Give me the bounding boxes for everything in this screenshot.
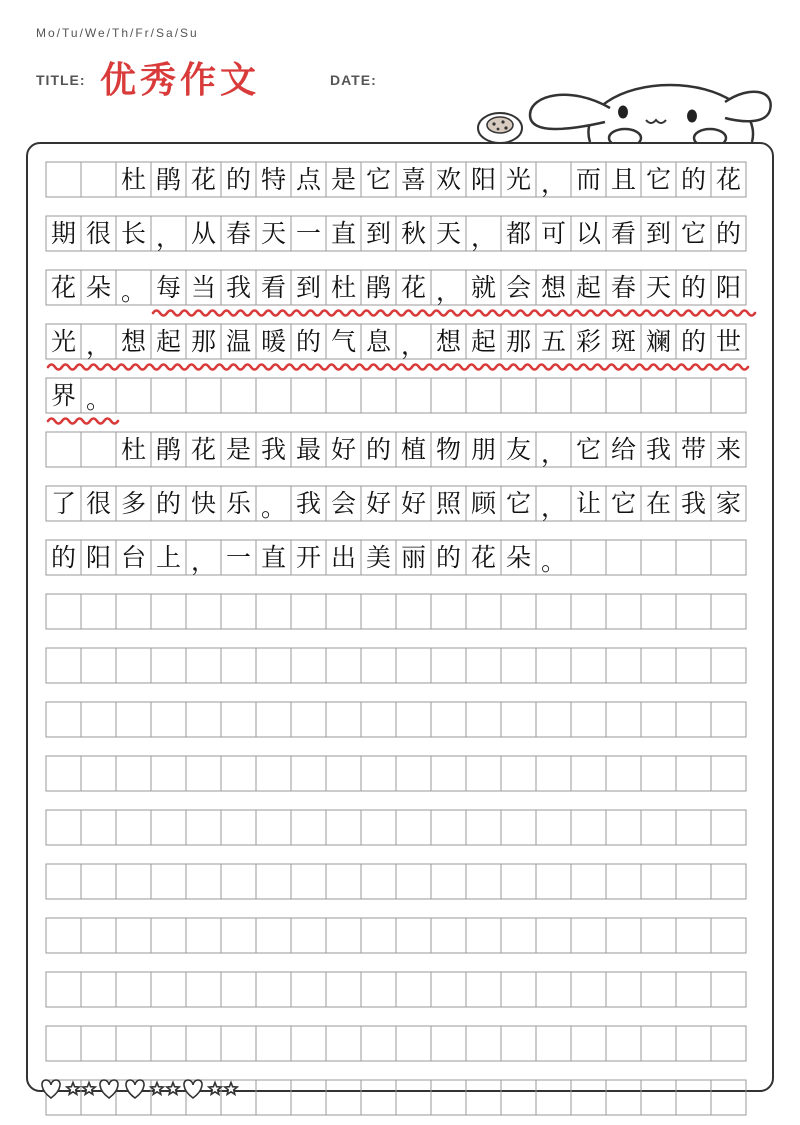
essay-char: 好 [365,489,391,518]
essay-char: 温 [225,327,251,356]
essay-char: 的 [680,327,706,356]
essay-char: ， [400,331,426,360]
essay-char: 上 [155,543,181,572]
heart-icon [42,1080,60,1098]
essay-char: 起 [470,327,496,356]
essay-char: 。 [260,493,286,522]
essay-char: 花 [470,543,496,572]
essay-char: 丽 [400,543,426,572]
star-icon [83,1083,95,1095]
essay-char: 杜 [120,165,146,194]
essay-char: 美 [365,543,391,572]
essay-char: 朋 [470,435,496,464]
essay-char: 好 [400,489,426,518]
essay-char: 物 [435,435,461,464]
essay-char: 气 [330,327,356,356]
essay-char: 界 [50,381,76,410]
essay-char: 五 [540,327,566,356]
star-icon [151,1083,163,1095]
essay-char: 它 [610,489,636,518]
essay-char: 花 [715,165,741,194]
essay-char: 阳 [85,543,111,572]
essay-char: 春 [610,273,636,302]
essay-char: 的 [295,327,321,356]
essay-char: 可 [540,219,566,248]
essay-char: 是 [225,435,251,464]
essay-char: 。 [540,547,566,576]
essay-char: 是 [330,165,356,194]
essay-char: 到 [365,219,391,248]
essay-char: 我 [260,435,286,464]
essay-char: 起 [155,327,181,356]
essay-char: 它 [680,219,706,248]
essay-char: 给 [610,435,636,464]
essay-char: 鹃 [365,273,391,302]
star-icon [225,1083,237,1095]
essay-char: 花 [50,273,76,302]
essay-char: 斑 [610,327,636,356]
essay-char: 长 [120,219,146,248]
essay-char: 。 [120,277,146,306]
essay-char: 就 [470,273,496,302]
essay-char: 很 [85,219,111,248]
essay-char: 友 [505,435,531,464]
essay-char: 我 [645,435,671,464]
essay-char: 的 [50,543,76,572]
essay-char: 的 [155,489,181,518]
essay-char: 且 [610,165,636,194]
essay-char: 暖 [260,327,286,356]
essay-char: 的 [680,273,706,302]
star-icon [167,1083,179,1095]
essay-char: ， [540,439,566,468]
essay-char: 喜 [400,165,426,194]
heart-icon [126,1080,144,1098]
essay-char: 世 [715,327,741,356]
essay-char: 天 [645,273,671,302]
essay-char: 看 [260,273,286,302]
essay-char: 花 [400,273,426,302]
essay-char: 息 [365,327,391,356]
essay-char: 了 [50,489,76,518]
essay-char: 花 [190,165,216,194]
title-label: TITLE: [36,72,86,88]
essay-char: 它 [645,165,671,194]
essay-char: 点 [295,165,321,194]
essay-char: 的 [435,543,461,572]
essay-char: 都 [505,219,531,248]
essay-char: 。 [85,385,111,414]
essay-char: 期 [50,219,76,248]
essay-char: 乐 [225,489,251,518]
essay-char: ， [435,277,461,306]
essay-char: 直 [330,219,356,248]
star-icon [67,1083,79,1095]
essay-char: 最 [295,435,321,464]
essay-char: 很 [85,489,111,518]
essay-char: 我 [225,273,251,302]
essay-char: 阳 [470,165,496,194]
essay-char: 秋 [400,219,426,248]
essay-char: 我 [295,489,321,518]
essay-char: 鹃 [155,165,181,194]
essay-char: 那 [505,327,531,356]
essay-char: 朵 [85,273,111,302]
essay-char: 好 [330,435,356,464]
essay-char: 出 [330,543,356,572]
essay-char: ， [155,223,181,252]
essay-char: 鹃 [155,435,181,464]
page-title: 优秀作文 [100,59,261,101]
essay-char: 开 [295,543,321,572]
essay-char: 的 [680,165,706,194]
essay-char: 在 [645,489,671,518]
essay-char: 看 [610,219,636,248]
essay-char: 每 [155,273,181,302]
date-label: DATE: [330,72,377,88]
essay-char: 特 [260,165,286,194]
essay-char: 直 [260,543,286,572]
essay-char: 照 [435,489,461,518]
essay-char: 欢 [435,165,461,194]
essay-char: 顾 [470,489,496,518]
essay-char: 那 [190,327,216,356]
essay-char: 斓 [645,327,671,356]
essay-char: 阳 [715,273,741,302]
essay-char: 以 [575,219,601,248]
essay-char: 从 [190,219,216,248]
essay-char: 带 [680,435,706,464]
essay-char: ， [190,547,216,576]
essay-char: ， [540,169,566,198]
essay-char: 快 [190,489,216,518]
essay-char: 想 [435,327,461,356]
essay-char: 让 [575,489,601,518]
star-icon [209,1083,221,1095]
essay-char: 当 [190,273,216,302]
essay-char: 到 [645,219,671,248]
essay-char: 的 [715,219,741,248]
weekdays-row: Mo/Tu/We/Th/Fr/Sa/Su [36,26,199,40]
essay-char: ， [540,493,566,522]
heart-icon [100,1080,118,1098]
essay-char: 想 [120,327,146,356]
essay-char: 它 [575,435,601,464]
essay-char: 杜 [330,273,356,302]
essay-char: 光 [505,165,531,194]
essay-char: 花 [190,435,216,464]
essay-char: 到 [295,273,321,302]
essay-char: 的 [365,435,391,464]
essay-char: 的 [225,165,251,194]
essay-char: 起 [575,273,601,302]
essay-char: ， [85,331,111,360]
essay-char: 我 [680,489,706,518]
essay-char: 它 [365,165,391,194]
essay-char: 朵 [505,543,531,572]
essay-char: 一 [225,543,251,572]
essay-char: 想 [540,273,566,302]
essay-char: 天 [260,219,286,248]
essay-char: 会 [330,489,356,518]
essay-char: 会 [505,273,531,302]
essay-char: 杜 [120,435,146,464]
essay-char: 天 [435,219,461,248]
essay-char: 台 [120,543,146,572]
essay-char: 植 [400,435,426,464]
essay-char: 彩 [575,327,601,356]
essay-char: 多 [120,489,146,518]
footer-decoration [38,1076,268,1102]
essay-char: 来 [715,435,741,464]
essay-char: 它 [505,489,531,518]
essay-char: 一 [295,219,321,248]
essay-char: 而 [575,165,601,194]
heart-icon [184,1080,202,1098]
essay-char: 家 [715,489,741,518]
essay-char: 光 [50,327,76,356]
essay-char: ， [470,223,496,252]
essay-char: 春 [225,219,251,248]
